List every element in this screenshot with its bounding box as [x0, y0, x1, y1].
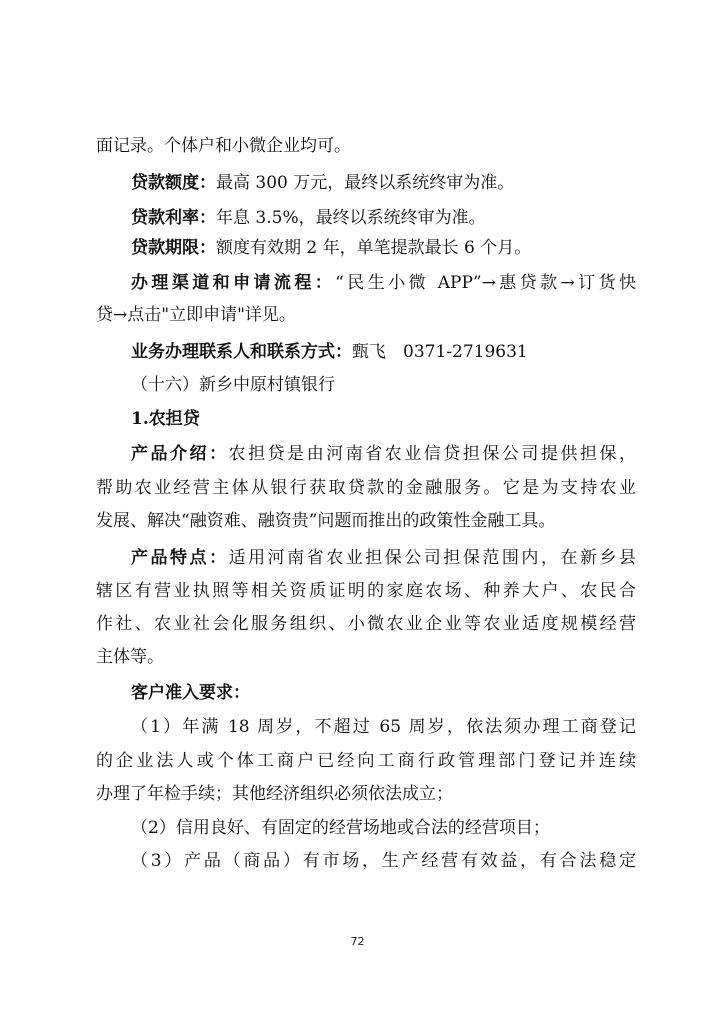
product-feature-line: 产品特点：适用河南省农业担保公司担保范围内，在新乡县 [131, 548, 637, 568]
channel-line: 办理渠道和申请流程：“民生小微 APP”→惠贷款→订货快 [131, 273, 637, 293]
text-line: 发展、解决“融资难、融资贵”问题而推出的政策性金融工具。 [96, 511, 556, 531]
requirements-heading: 客户准入要求： [131, 683, 250, 703]
loan-amount-line: 贷款额度：最高 300 万元，最终以系统终审为准。 [131, 173, 515, 193]
section-heading: （十六）新乡中原村镇银行 [131, 375, 335, 395]
text-line: 的企业法人或个体工商户已经向工商行政管理部门登记并连续 [96, 751, 636, 771]
text-line: 贷→点击"立即申请"详见。 [96, 305, 296, 325]
field-label: 贷款利率： [131, 208, 216, 228]
requirement-item: （2）信用良好、有固定的经营场地或合法的经营项目； [131, 818, 550, 838]
text-line: 作社、农业社会化服务组织、小微农业企业等农业适度规模经营 [96, 614, 636, 634]
text-line: 帮助农业经营主体从银行获取贷款的金融服务。它是为支持农业 [96, 478, 636, 498]
text-line: 辖区有营业执照等相关资质证明的家庭农场、种养大户、农民合 [96, 581, 636, 601]
product-title: 1.农担贷 [131, 409, 200, 429]
text-line: 主体等。 [96, 647, 164, 667]
field-label: 业务办理联系人和联系方式： [131, 342, 352, 362]
page-number: 72 [350, 935, 365, 948]
field-label: 办理渠道和申请流程： [131, 273, 336, 293]
requirement-item: （3）产品（商品）有市场，生产经营有效益，有合法稳定 [131, 851, 636, 871]
text-line: 办理了年检手续；其他经济组织必须依法成立； [96, 784, 453, 804]
product-intro-line: 产品介绍：农担贷是由河南省农业信贷担保公司提供担保， [131, 444, 637, 464]
field-label: 产品介绍： [131, 444, 229, 464]
field-label: 贷款额度： [131, 173, 216, 193]
contact-line: 业务办理联系人和联系方式：甄飞 0371-2719631 [131, 342, 528, 362]
field-label: 贷款期限： [131, 238, 216, 258]
field-label: 产品特点： [131, 548, 229, 568]
loan-term-line: 贷款期限：额度有效期 2 年，单笔提款最长 6 个月。 [131, 238, 532, 258]
loan-rate-line: 贷款利率：年息 3.5%，最终以系统终审为准。 [131, 208, 486, 228]
text-line: 面记录。个体户和小微企业均可。 [96, 136, 351, 156]
requirement-item: （1）年满 18 周岁，不超过 65 周岁，依法须办理工商登记 [131, 717, 636, 737]
